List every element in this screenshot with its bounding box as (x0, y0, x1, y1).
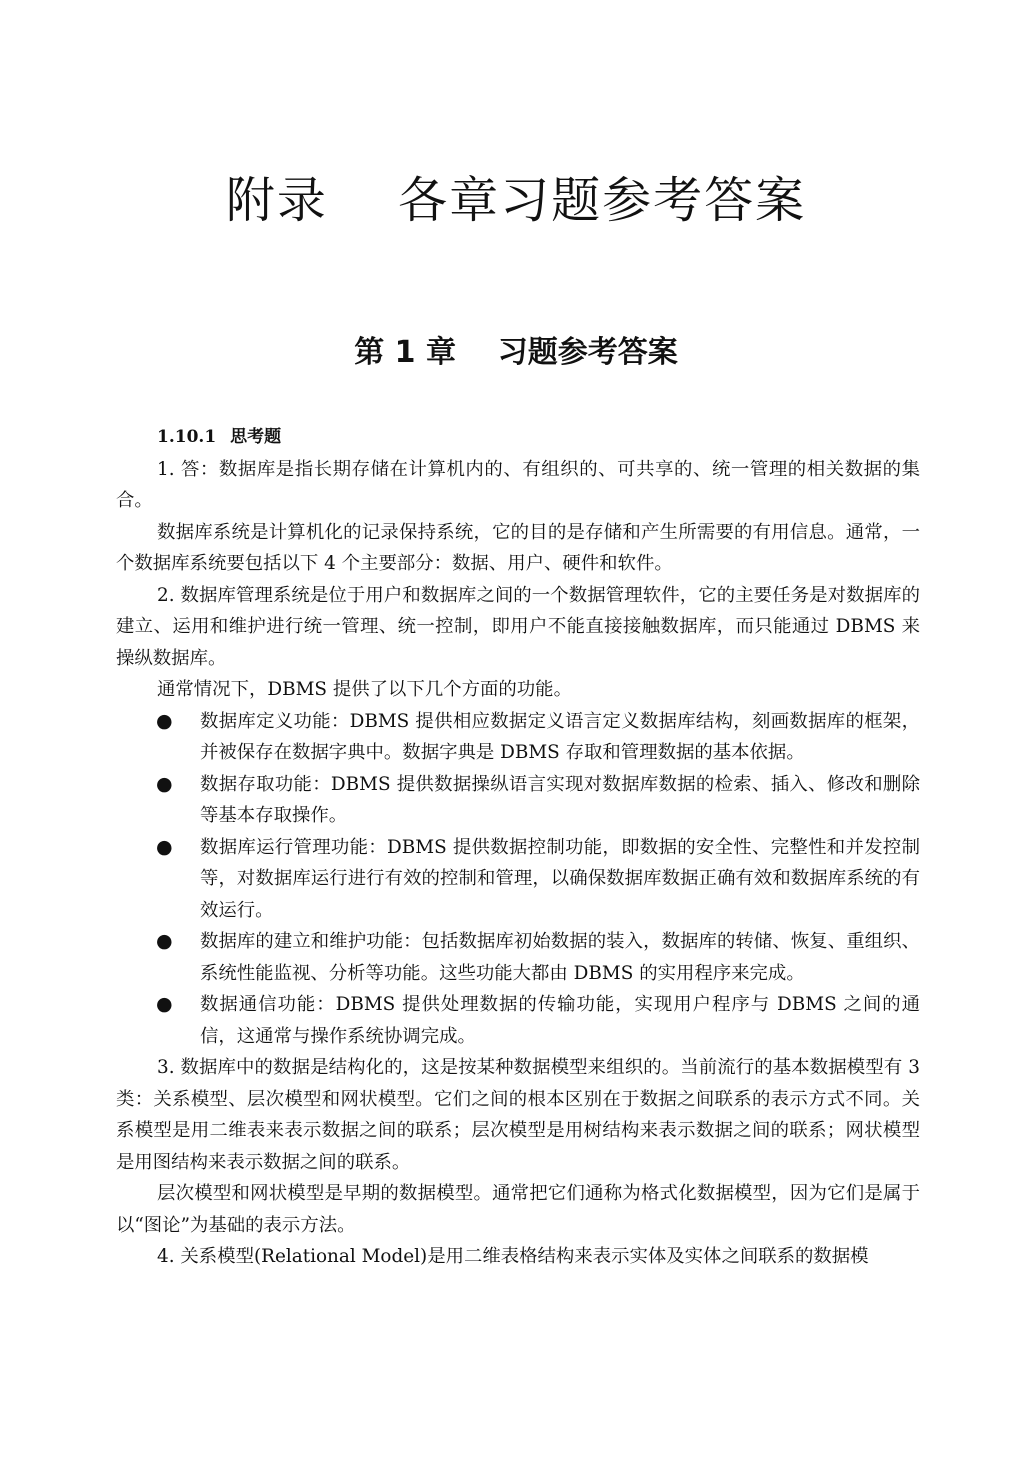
paragraph: 通常情况下，DBMS 提供了以下几个方面的功能。 (157, 679, 572, 700)
paragraph: 层次模型和网状模型是早期的数据模型。通常把它们通称为格式化数据模型，因为它们是属于以“图论”为基础的表示方法。 (116, 1183, 920, 1236)
list-item-text: 数据库的建立和维护功能：包括数据库初始数据的装入，数据库的转储、恢复、重组织、系统性能监视、分析等功能。这些功能大都由 DBMS 的实用程序来完成。 (200, 931, 920, 984)
body-text (116, 422, 920, 1273)
paragraph: 2. 数据库管理系统是位于用户和数据库之间的一个数据管理软件，它的主要任务是对数据库的建立、运用和维护进行统一管理、统一控制，即用户不能直接接触数据库，而只能通过 DBMS 来操纵数据库。 (116, 584, 920, 669)
list-item-text: 数据库定义功能：DBMS 提供相应数据定义语言定义数据库结构，刻画数据库的框架，并被保存在数据字典中。数据字典是 DBMS 存取和管理数据的基本依据。 (200, 710, 920, 763)
bullet-icon: ● (156, 835, 173, 858)
list-item (116, 832, 920, 927)
appendix-title: 附录 各章习题参考答案 (225, 172, 807, 229)
section-heading (116, 422, 920, 454)
list-item (116, 989, 920, 1052)
bullet-icon: ● (156, 772, 173, 795)
paragraph: 数据库系统是计算机化的记录保持系统，它的目的是存储和产生所需要的有用信息。通常，一个数据库系统要包括以下 4 个主要部分：数据、用户、硬件和软件。 (116, 521, 920, 574)
list-item-text: 数据通信功能：DBMS 提供处理数据的传输功能，实现用户程序与 DBMS 之间的通信，这通常与操作系统协调完成。 (200, 994, 920, 1047)
section-number: 1.10.1 (157, 427, 217, 447)
bullet-icon: ● (156, 993, 173, 1015)
list-item (116, 706, 920, 769)
list-item-text: 数据库运行管理功能：DBMS 提供数据控制功能，即数据的安全性、完整性和并发控制等，对数据库运行进行有效的控制和管理，以确保数据库数据正确有效和数据库系统的有效运行。 (200, 836, 920, 921)
chapter-title: 第 1 章 习题参考答案 (354, 335, 678, 370)
paragraph: 4. 关系模型(Relational Model)是用二维表格结构来表示实体及实体之间联系的数据模 (157, 1246, 869, 1267)
list-item (116, 926, 920, 989)
section-title: 思考题 (230, 427, 282, 447)
function-list (116, 706, 920, 1053)
paragraph: 1. 答：数据库是指长期存储在计算机内的、有组织的、可共享的、统一管理的相关数据的集合。 (116, 458, 920, 511)
list-item (116, 769, 920, 832)
bullet-icon: ● (156, 709, 173, 732)
paragraph: 3. 数据库中的数据是结构化的，这是按某种数据模型来组织的。当前流行的基本数据模型有 3 类：关系模型、层次模型和网状模型。它们之间的根本区别在于数据之间联系的表示方式不同。关系模型是用二维表来表示数据之间的联系；层次模型是用树结构来表示数据之间的联系；网状模型是用图结构来表示数据之间的联系。 (116, 1057, 920, 1173)
list-item-text: 数据存取功能：DBMS 提供数据操纵语言实现对数据库数据的检索、插入、修改和删除等基本存取操作。 (200, 773, 920, 826)
bullet-icon: ● (156, 930, 173, 952)
